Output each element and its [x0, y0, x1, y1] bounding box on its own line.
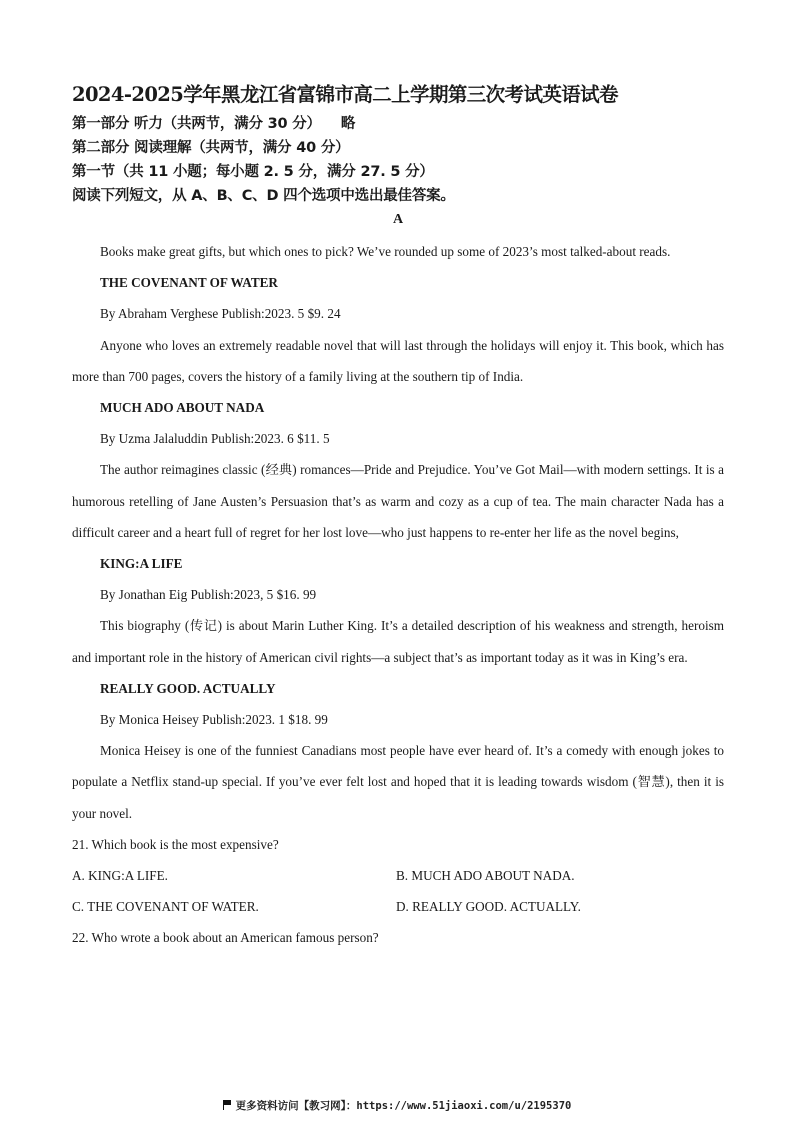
- book-byline: By Jonathan Eig Publish:2023, 5 $16. 99: [100, 587, 317, 603]
- book-description: The author reimagines classic (经典) romances—Pride and Prejudice. You’ve Got Mail—with modern settings. It is a humorous retelling of Jane Austen’s Persuasion that’s as warm and cozy as a cup of tea. The main character Nada has a difficult career and a heart full of regret for her lost love—who just happens to re-enter her life as the novel begins,: [72, 462, 724, 540]
- book-title: MUCH ADO ABOUT NADA: [100, 400, 265, 416]
- part1-note: 略: [340, 116, 356, 132]
- option-c: C. THE COVENANT OF WATER.: [72, 899, 259, 915]
- part1-label: 第一部分 听力（共两节，满分 30 分）: [72, 116, 321, 132]
- flag-icon: [223, 1100, 232, 1110]
- book-title: REALLY GOOD. ACTUALLY: [100, 680, 276, 696]
- book-description: Monica Heisey is one of the funniest Canadians most people have ever heard of. It’s a comedy with enough jokes to populate a Netflix stand-up special. If you’ve ever felt lost and hoped that it is leading towards wisdom (智慧), then it is your novel.: [72, 743, 724, 821]
- option-d: D. REALLY GOOD. ACTUALLY.: [396, 899, 581, 915]
- footer-link[interactable]: [0, 1098, 794, 1113]
- options-row: [72, 860, 724, 891]
- book-title: THE COVENANT OF WATER: [100, 275, 278, 291]
- options-row: [72, 891, 724, 922]
- book-byline: By Monica Heisey Publish:2023. 1 $18. 99: [100, 712, 328, 728]
- book-byline: By Abraham Verghese Publish:2023. 5 $9. 24: [100, 306, 341, 322]
- book-description: This biography (传记) is about Marin Luther King. It’s a detailed description of his weakness and strength, heroism and important role in the history of American civil rights—a subject that’s as important today as it was in King’s era.: [72, 618, 724, 665]
- option-b: B. MUCH ADO ABOUT NADA.: [396, 868, 575, 884]
- book-byline: By Uzma Jalaluddin Publish:2023. 6 $11. 5: [100, 431, 330, 447]
- book-title: KING:A LIFE: [100, 556, 183, 572]
- option-a: A. KING:A LIFE.: [72, 868, 168, 884]
- book-description: Anyone who loves an extremely readable novel that will last through the holidays will enjoy it. This book, which has more than 700 pages, covers the history of a family living at the southern tip of India.: [72, 337, 724, 384]
- exam-page: [72, 80, 724, 954]
- passage-letter: A: [392, 212, 404, 227]
- passage-intro: Books make great gifts, but which ones to pick? We’ve rounded up some of 2023’s most talked-about reads.: [100, 244, 671, 259]
- part2-heading: 第二部分 阅读理解（共两节，满分 40 分）: [72, 140, 350, 156]
- part1-heading: [72, 112, 724, 136]
- reading-instruction: 阅读下列短文，从 A、B、C、D 四个选项中选出最佳答案。: [72, 188, 455, 204]
- exam-title: 2024-2025学年黑龙江省富锦市高二上学期第三次考试英语试卷: [72, 83, 618, 106]
- question-stem: 22. Who wrote a book about an American famous person?: [72, 930, 379, 946]
- question-stem: 21. Which book is the most expensive?: [72, 836, 279, 852]
- footer-text[interactable]: 更多资料访问【教习网】：https://www.51jiaoxi.com/u/2195370: [235, 1100, 572, 1112]
- section1-heading: 第一节（共 11 小题；每小题 2. 5 分，满分 27. 5 分）: [72, 164, 434, 180]
